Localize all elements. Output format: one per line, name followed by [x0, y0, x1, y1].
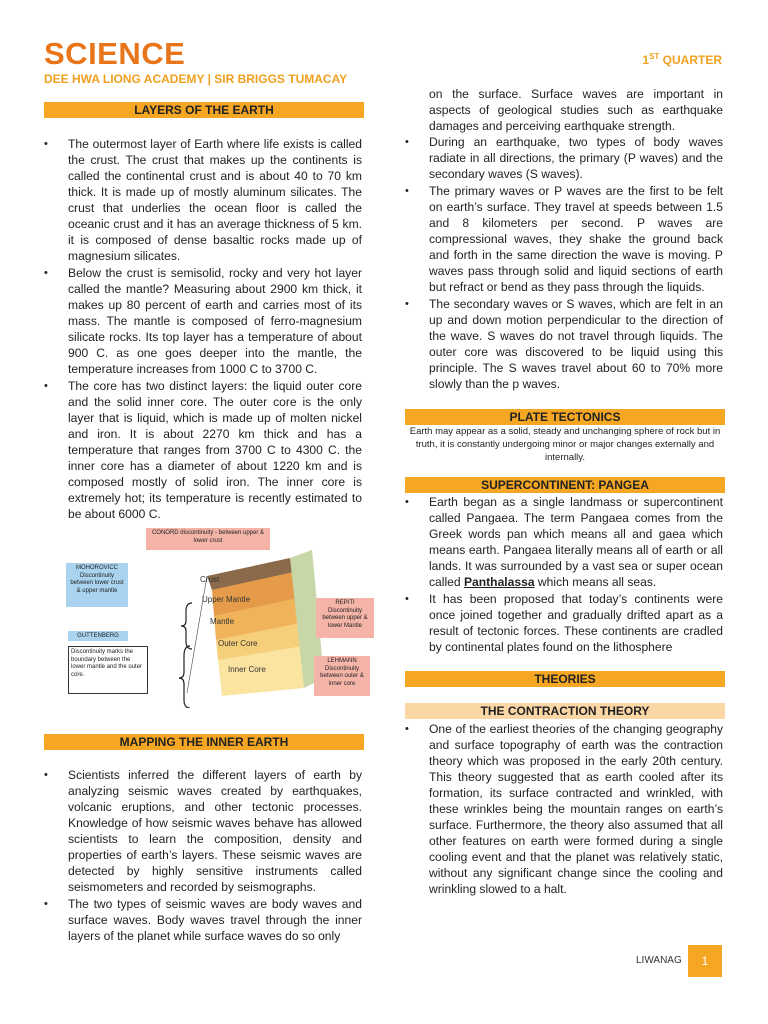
crust-label: Crust: [200, 575, 220, 584]
section-heading-mapping: MAPPING THE INNER EARTH: [44, 734, 364, 750]
list-item: • Below the crust is semisolid, rocky and very hot layer called the mantle? Measuring about 2900 km thick, it makes up 80 percent of earth and carries most of its mass. The mantle is composed of ferro-magnesium silicate rocks. Its top layer has a temperature of about 900 C. as one goes deeper into the mantle, the temperature increases from 1000 C to 3700 C.: [44, 266, 362, 376]
school-subtitle: DEE HWA LIONG ACADEMY | SIR BRIGGS TUMACAY: [44, 72, 348, 86]
conrad-label: CONORD discontinuity - between upper & lower crust: [146, 528, 270, 550]
mapping-list: [44, 767, 362, 945]
earth-layers-diagram: [62, 528, 368, 708]
list-item: • It has been proposed that today’s continents were once joined together and gradually drifted apart as a result of tectonic forces. These continents are cradled by continental plates found on the lithosphere: [405, 592, 723, 654]
lehmann-label: LEHMANN Discontinuity between outer & inner core: [314, 656, 370, 696]
layers-list: [44, 136, 362, 523]
upper-mantle-label: Upper Mantle: [202, 595, 251, 604]
pangea-list: [405, 494, 723, 656]
contraction-list: [405, 721, 723, 898]
inner-core-label: Inner Core: [228, 665, 266, 674]
continued-paragraph: on the surface. Surface waves are important in aspects of geological studies such as earthquake damages and perceiving earthquake strength.: [429, 87, 723, 133]
section-heading-contraction: THE CONTRACTION THEORY: [405, 703, 725, 719]
outer-core-label: Outer Core: [218, 639, 258, 648]
list-item: • The secondary waves or S waves, which are felt in an up and down motion perpendicular to the direction of the wave. S waves do not travel through liquids. The outer core was discovered to be liquid using this principle. The S waves travel about 60 to 70% more slowly than the p waves.: [405, 297, 723, 391]
section-heading-pangea: SUPERCONTINENT: PANGEA: [405, 477, 725, 493]
list-item: • The primary waves or P waves are the first to be felt on earth’s surface. They travel at speeds between 1.5 and 8 kilometers per second. P waves are compressional waves, they shake the ground back and forth in the same direction the wave is moving. P waves pass through solid and liquid sections of earth but refract or bend as they pass through the liquids.: [405, 184, 723, 294]
list-item: • The two types of seismic waves are body waves and surface waves. Body waves travel through the inner layers of the planet while surface waves do so only: [44, 897, 362, 943]
guttenberg-note: Discontinuity marks the boundary between the lower mantle and the outer core.: [68, 646, 148, 694]
section-heading-layers: LAYERS OF THE EARTH: [44, 102, 364, 118]
list-item: • The core has two distinct layers: the liquid outer core and the solid inner core. The outer core is the only layer that is liquid, which is made up of molten nickel and iron. It is about 2270 km thick and has a temperature that ranges from 3700 C to 4300 C. the inner core has a diameter of about 1220 km and is composed mostly of solid iron. The inner core is extremely hot; its temperature is recently estimated to be about 6000 C.: [44, 379, 362, 521]
waves-list: [405, 86, 723, 393]
repiti-label: REPITI Discontinuity between upper & lower Mantle: [316, 598, 374, 638]
panthalassa-term: Panthalassa: [463, 575, 535, 589]
list-item: • One of the earliest theories of the changing geography and surface topography of earth was the contraction theory which was proposed in the early 20th century. This theory suggested that as earth cooled after its formation, its surface contracted and wrinkled, with these wrinkles being the mountain ranges on earth’s surface. Furthermore, the theory also assumed that all other features on earth were formed during a single cooling event and that the planet was relatively static, without any significant change since the cooling and wrinkling slowed to a halt.: [405, 722, 723, 896]
footer-author: LIWANAG: [636, 955, 682, 966]
page-number: 1: [688, 945, 722, 977]
page-title: SCIENCE: [44, 36, 186, 71]
section-heading-theories: THEORIES: [405, 671, 725, 687]
plate-tectonics-note: Earth may appear as a solid, steady and unchanging sphere of rock but in truth, it is constantly undergoing minor or major changes externally and internally.: [409, 426, 721, 463]
mantle-label: Mantle: [210, 617, 235, 626]
mohorovicic-label: MOHOROVICC Discontinuity between lower crust & upper mantle: [66, 563, 128, 607]
list-item: • During an earthquake, two types of body waves radiate in all directions, the primary (P waves) and the secondary waves (S waves).: [405, 135, 723, 181]
list-item: • Earth began as a single landmass or supercontinent called Pangaea. The term Pangaea comes from the Greek words pan which means all and gaea which means earth. Pangaea literally means all of earth or all lands. It was surrounded by a vast sea or super ocean called Panthalassa which means all seas.: [405, 495, 723, 589]
section-heading-plate: PLATE TECTONICS: [405, 409, 725, 425]
quarter-label: 1ST QUARTER: [642, 52, 722, 67]
guttenberg-label: GUTTENBERG: [68, 631, 128, 641]
list-item: • Scientists inferred the different layers of earth by analyzing seismic waves created by earthquakes, volcanic eruptions, and other tectonic processes. Knowledge of how seismic waves behave has allowed scientists to learn the composition, density and properties of earth’s layers. These seismic waves are detected by highly sensitive instruments called seismometers and recorded by seismographs.: [44, 768, 362, 894]
list-item: • The outermost layer of Earth where life exists is called the crust. The crust that makes up the continents is called the continental crust and is about 40 to 70 km thick. It is made up of mostly aluminum silicates. The crust that underlies the ocean floor is called the oceanic crust and it has an average thickness of 5 km. it is composed of dense basaltic rocks made up of magnesium silicates.: [44, 137, 362, 263]
